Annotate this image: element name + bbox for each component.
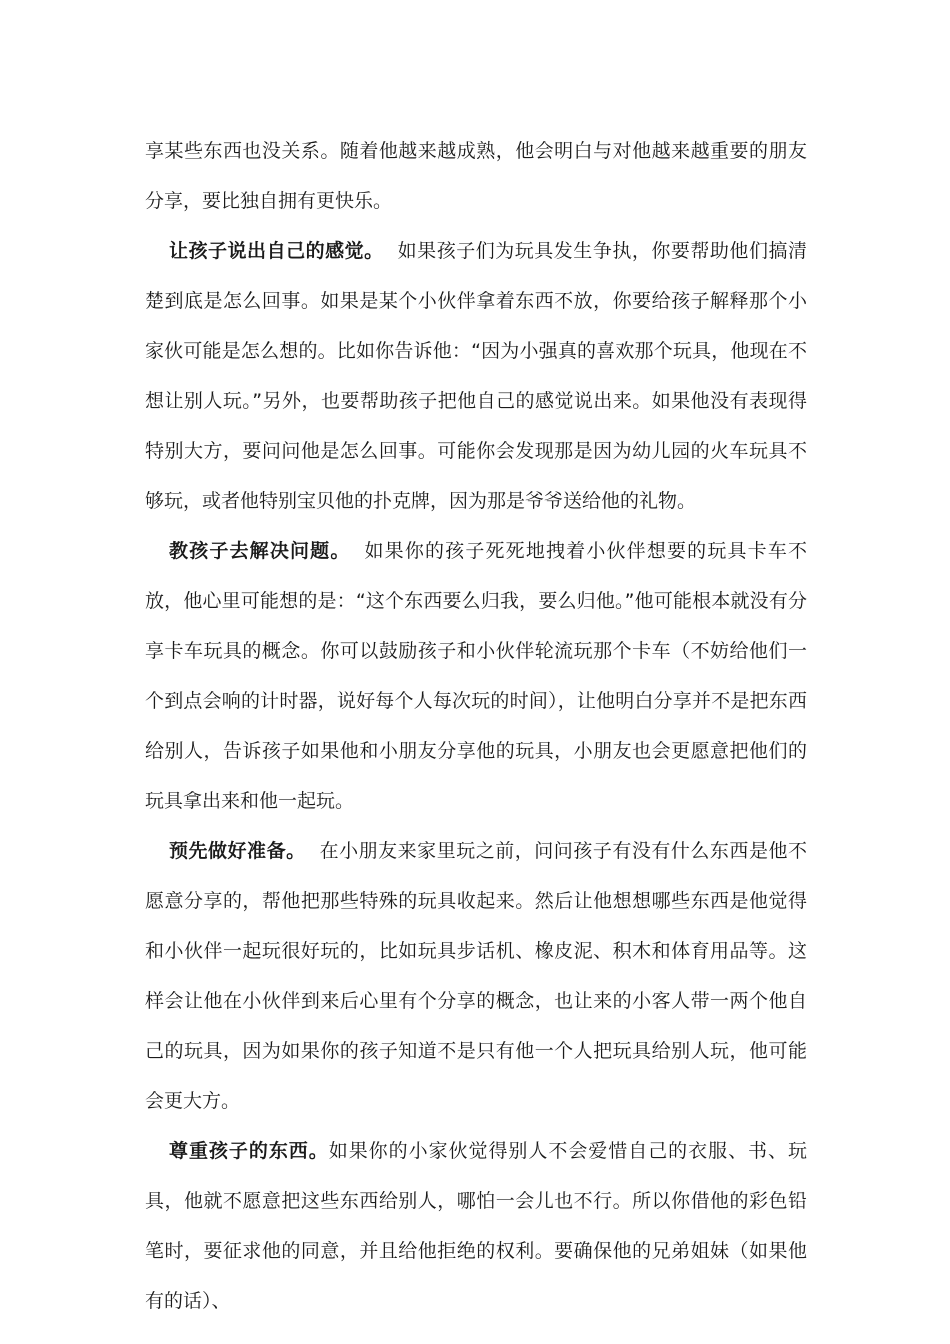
paragraph-body: 如果你的小家伙觉得别人不会爱惜自己的衣服、书、玩具，他就不愿意把这些东西给别人，哪怕一会儿也不行。所以你借他的彩色铅笔时，要征求他的同意，并且给他拒绝的权利。要确保他的兄弟姐妹（如果他有的话）、 xyxy=(145,1140,807,1312)
paragraph-body: 在小朋友来家里玩之前，问问孩子有没有什么东西是他不愿意分享的，帮他把那些特殊的玩具收起来。然后让他想想哪些东西是他觉得和小伙伴一起玩很好玩的，比如玩具步话机、橡皮泥、积木和体育用品等。这样会让他在小伙伴到来后心里有个分享的概念，也让来的小客人带一两个他自己的玩具，因为如果你的孩子知道不是只有他一个人把玩具给别人玩，他可能会更大方。 xyxy=(145,840,807,1112)
paragraph-express-feelings xyxy=(145,226,807,526)
paragraph-heading: 尊重孩子的东西。 xyxy=(169,1140,329,1162)
paragraph-respect-belongings xyxy=(145,1126,807,1326)
paragraph-body: 如果孩子们为玩具发生争执，你要帮助他们搞清楚到底是怎么回事。如果是某个小伙伴拿着东西不放，你要给孩子解释那个小家伙可能是怎么想的。比如你告诉他：“因为小强真的喜欢那个玩具，他现在不想让别人玩。”另外，也要帮助孩子把他自己的感觉说出来。如果他没有表现得特别大方，要问问他是怎么回事。可能你会发现那是因为幼儿园的火车玩具不够玩，或者他特别宝贝他的扑克牌，因为那是爷爷送给他的礼物。 xyxy=(145,240,807,512)
paragraph-sharing-continuation xyxy=(145,126,807,226)
paragraph-body: 享某些东西也没关系。随着他越来越成熟，他会明白与对他越来越重要的朋友分享，要比独自拥有更快乐。 xyxy=(145,140,807,212)
paragraph-heading: 让孩子说出自己的感觉。 xyxy=(169,240,384,262)
paragraph-prepare-ahead xyxy=(145,826,807,1126)
paragraph-heading: 预先做好准备。 xyxy=(169,840,306,862)
paragraph-heading: 教孩子去解决问题。 xyxy=(169,540,351,562)
article-body xyxy=(145,126,807,1326)
paragraph-solve-problems xyxy=(145,526,807,826)
paragraph-body: 如果你的孩子死死地拽着小伙伴想要的玩具卡车不放，他心里可能想的是：“这个东西要么归我，要么归他。”他可能根本就没有分享卡车玩具的概念。你可以鼓励孩子和小伙伴轮流玩那个卡车（不妨给他们一个到点会响的计时器，说好每个人每次玩的时间），让他明白分享并不是把东西给别人，告诉孩子如果他和小朋友分享他的玩具，小朋友也会更愿意把他们的玩具拿出来和他一起玩。 xyxy=(145,540,807,812)
